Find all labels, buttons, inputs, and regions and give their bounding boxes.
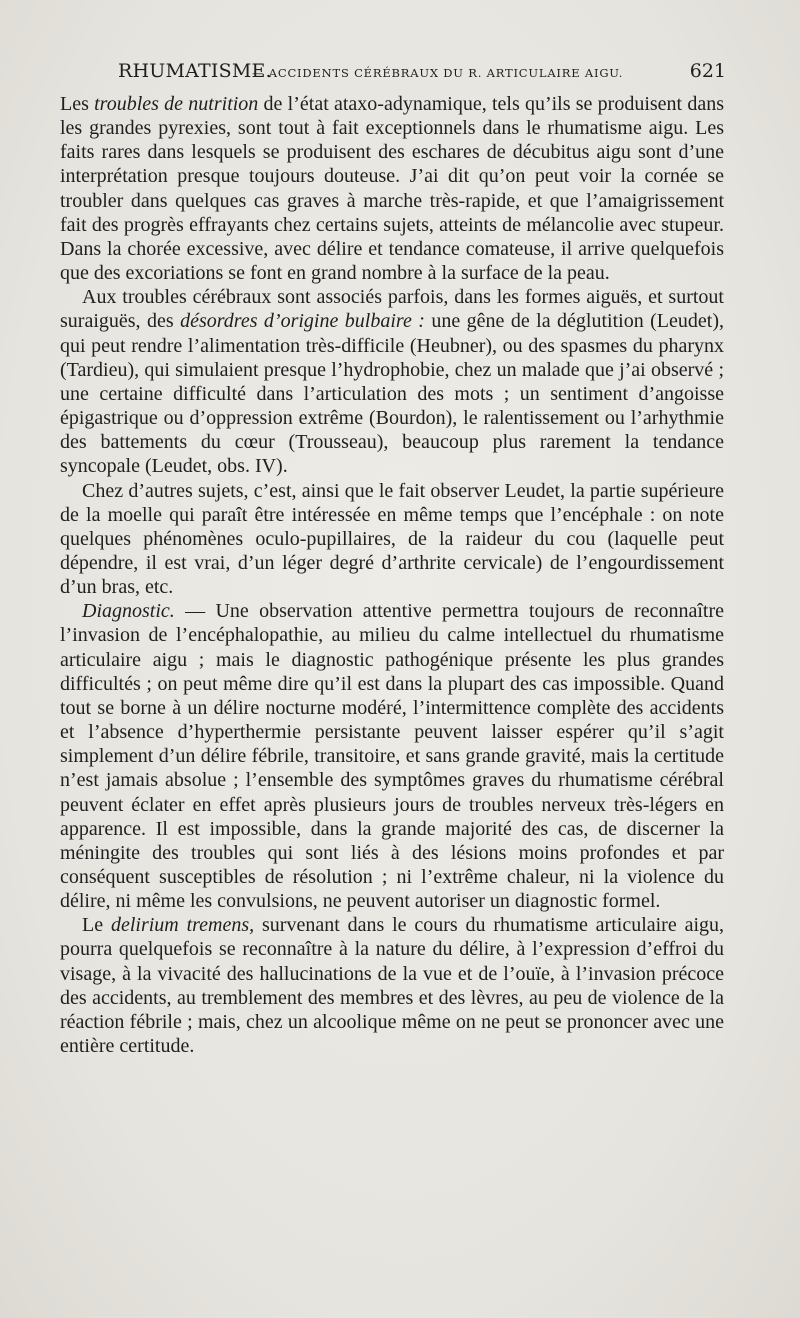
paragraph: [60, 599, 724, 913]
italic-text: delirium tremens,: [110, 914, 255, 937]
page-number: 621: [689, 60, 726, 82]
paragraph: [60, 913, 724, 1058]
text-run: survenant dans le cours du rhumatisme articulaire aigu, pourra quelquefois se reconnaître à la nature du délire, à l’expression d’effroi du visage, à la vivacité des hallucinations de la vue et de l’ouïe, à l’invasion précoce des accidents, au tremblement des membres et des lèvres, au peu de violence de la réaction fébrile ; mais, chez un alcoolique même on ne peut se prononcer avec une entière certitude.: [60, 914, 724, 1058]
italic-text: troubles de nutrition: [94, 93, 259, 115]
text-run: — Une observation attentive permettra toujours de reconnaître l’invasion de l’encéphalopathie, au milieu du calme intellectuel du rhumatisme articulaire aigu ; mais le diagnostic pathogénique présente les plus grandes difficultés ; on peut même dire qu’il est dans la plupart des cas impossible. Quand tout se borne à un délire nocturne modéré, l’intermittence complète des accidents et l’absence d’hyperthermie persistante peuvent laisser espérer qu’il s’agit simplement d’un délire fébrile, transitoire, et sans grande gravité, mais la certitude n’est jamais absolue ; l’ensemble des symptômes graves du rhumatisme cérébral peuvent éclater en effet après plusieurs jours de troubles nerveux très-légers en apparence. Il est impossible, dans la grande majorité des cas, de discerner la méningite des troubles qui sont liés à des lésions moins profondes et par conséquent susceptibles de résolution ; ni l’extrême chaleur, ni la violence du délire, ni même les convulsions, ne peuvent autoriser un diagnostic formel.: [60, 600, 724, 913]
text-run: Le: [82, 914, 111, 937]
paragraph: [60, 285, 724, 478]
paragraph: [60, 92, 724, 285]
text-run: de l’état ataxo-adynamique, tels qu’ils se produisent dans les grandes pyrexies, sont tout à fait exceptionnels dans le rhumatisme aigu. Les faits rares dans lesquels se produisent des eschares de décubitus aigu sont d’une interprétation presque toujours douteuse. J’ai dit qu’on peut voir la cornée se troubler dans quelques cas graves à marche très-rapide, et que l’amaigrissement fait des progrès effrayants chez certains sujets, atteints de mélancolie avec stupeur. Dans la chorée excessive, avec délire et tendance comateuse, il arrive quelquefois que des excoriations se font en grand nombre à la surface de la peau.: [60, 93, 724, 285]
running-subtitle: — ACCIDENTS CÉRÉBRAUX DU R. ARTICULAIRE AIGU.: [252, 66, 624, 80]
running-header: [118, 58, 726, 86]
running-title: RHUMATISME.: [118, 60, 272, 82]
italic-text: désordres d’origine bulbaire :: [180, 310, 425, 333]
italic-text: Diagnostic.: [82, 600, 175, 623]
text-run: Aux troubles cérébraux sont associés parfois, dans les formes aiguës, et surtout suraiguës, des: [60, 286, 724, 333]
paragraph: [60, 479, 724, 600]
body-text: [60, 92, 724, 1058]
text-run: Chez d’autres sujets, c’est, ainsi que le fait observer Leudet, la partie supérieure de la moelle qui paraît être intéressée en même temps que l’encéphale : on note quelques phénomènes oculo-pupillaires, de la raideur du cou (laquelle peut dépendre, il est vrai, d’un léger degré d’arthrite cervicale) de l’engourdissement d’un bras, etc.: [60, 479, 724, 599]
text-run: une gêne de la déglutition (Leudet), qui peut rendre l’alimentation très-difficile (Heubner), ou des spasmes du pharynx (Tardieu), qui simulaient presque l’hydrophobie, chez un malade que j’ai observé ; une certaine difficulté dans l’articulation des mots ; un sentiment d’angoisse épigastrique ou d’oppression extrême (Bourdon), le ralentissement ou l’arhythmie des battements du cœur (Trousseau), beaucoup plus rarement la tendance syncopale (Leudet, obs. IV).: [60, 310, 724, 478]
text-run: Les: [60, 93, 95, 115]
